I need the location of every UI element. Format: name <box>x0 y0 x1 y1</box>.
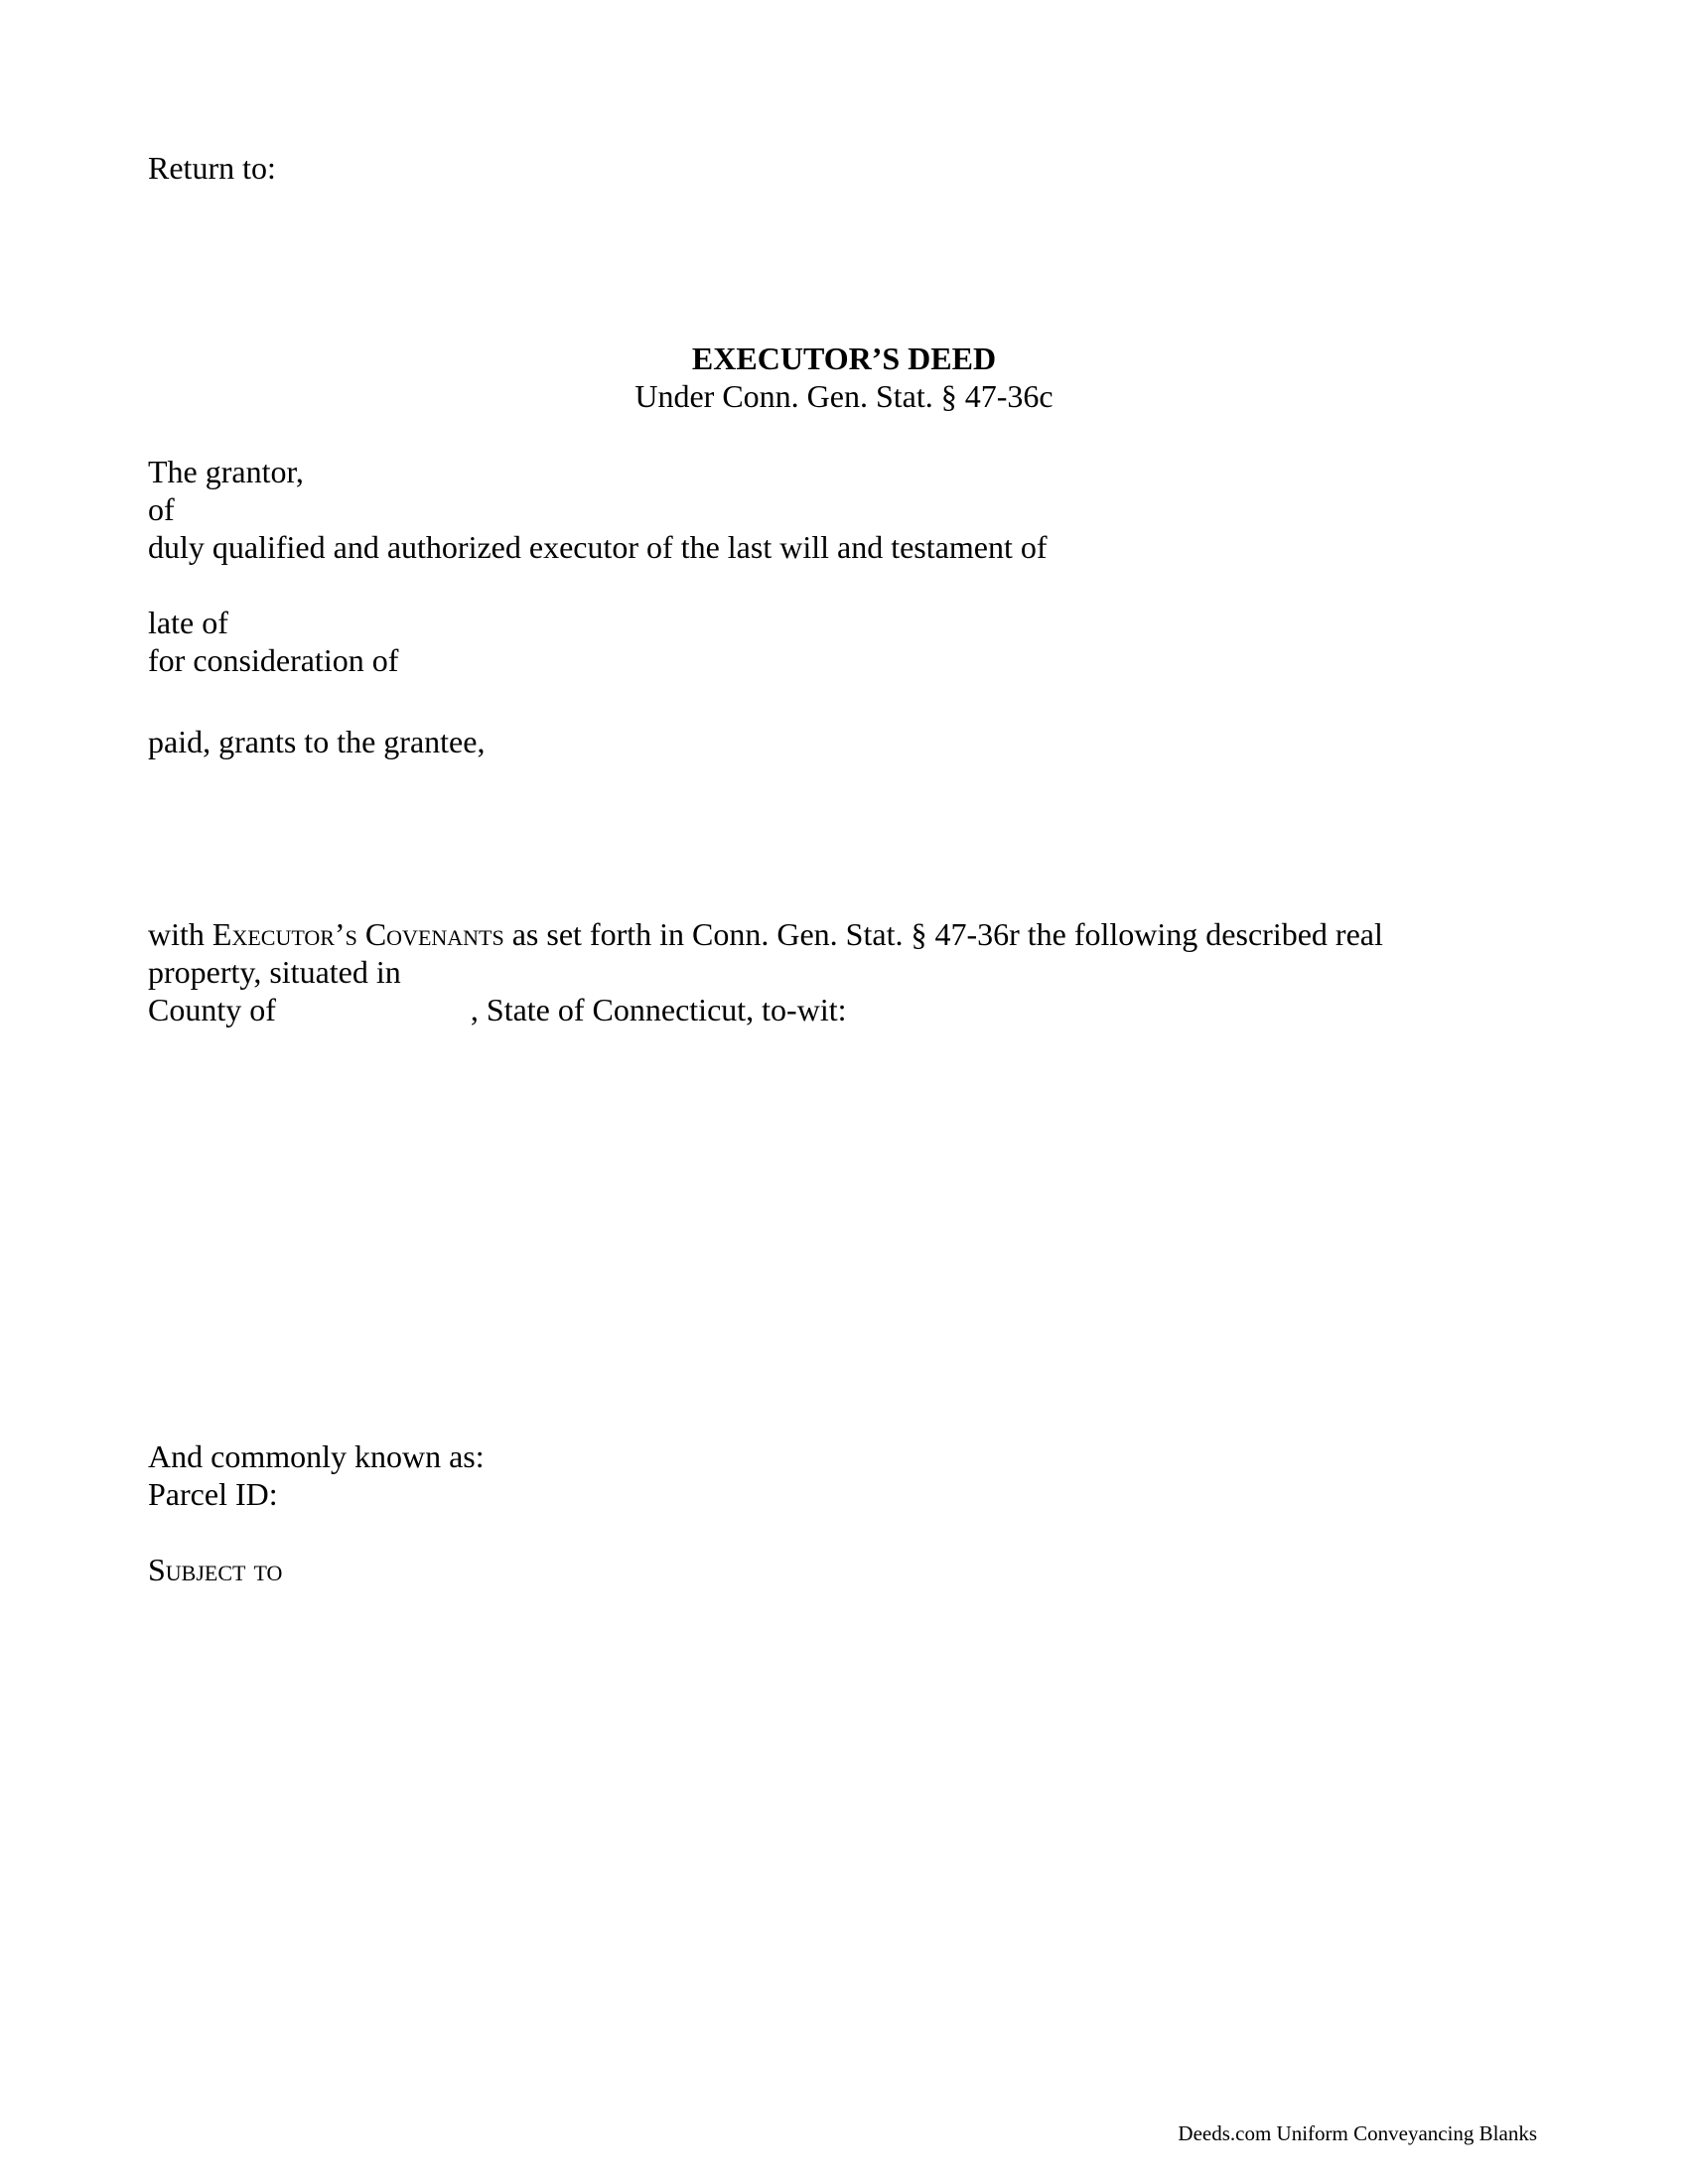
deed-title: EXECUTOR’S DEED <box>691 341 997 376</box>
footer-brand: Deeds.com Uniform Conveyancing Blanks <box>1178 2121 1537 2145</box>
return-to-label: Return to: <box>148 150 276 186</box>
parcel-id-line: Parcel ID: <box>148 1476 278 1512</box>
covenants-suffix: as set forth in Conn. Gen. Stat. § 47-36r the following described real <box>503 916 1383 952</box>
executors-covenants: Executor’s Covenants <box>211 916 504 952</box>
state-of-connecticut: , State of Connecticut, to-wit: <box>470 992 847 1027</box>
covenants-prefix: with <box>148 916 212 952</box>
commonly-known-line: And commonly known as: <box>148 1438 485 1474</box>
property-situated-line: property, situated in <box>148 954 401 990</box>
covenants-line <box>148 915 1383 953</box>
executor-line: duly qualified and authorized executor of the last will and testament of <box>148 529 1048 565</box>
late-of-line: late of <box>148 605 228 640</box>
county-of-label: County of <box>148 992 276 1027</box>
grantor-of-line: of <box>148 491 175 527</box>
grantor-line: The grantor, <box>148 454 304 489</box>
grants-to-grantee-line: paid, grants to the grantee, <box>148 724 486 759</box>
consideration-line: for consideration of <box>148 642 399 678</box>
deed-statute-subtitle: Under Conn. Gen. Stat. § 47-36c <box>634 378 1054 414</box>
county-line <box>148 991 846 1028</box>
subject-to-line: Subject to <box>148 1552 283 1587</box>
